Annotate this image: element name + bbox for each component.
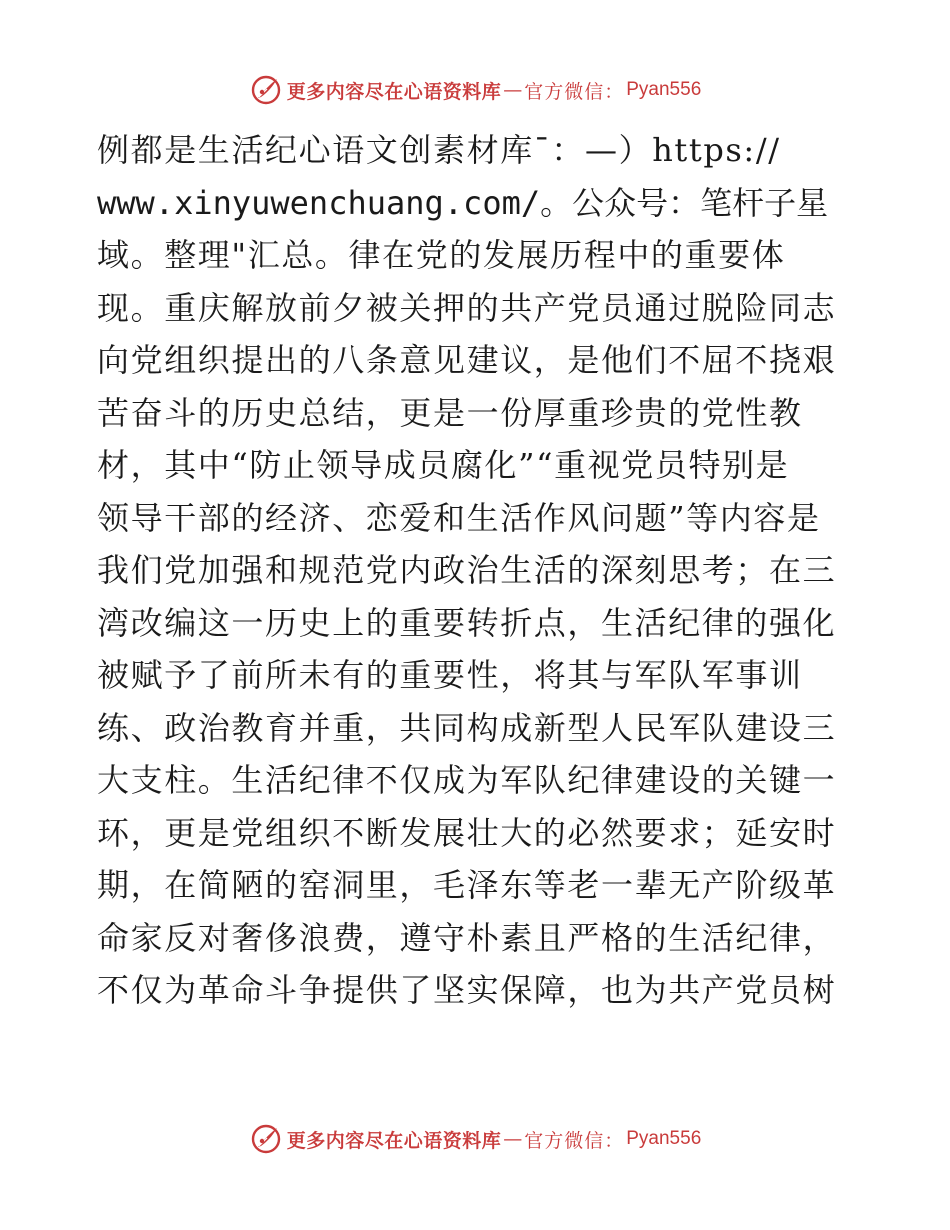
text-line: 湾改编这一历史上的重要转折点，生活纪律的强化 — [97, 603, 837, 642]
text-line: www.xinyuwenchuang.com/。公众号：笔杆子星 — [97, 183, 829, 222]
feather-pen-icon — [249, 1122, 283, 1156]
text-line: 领导干部的经济、恋爱和生活作风问题”等内容是 — [97, 498, 821, 537]
banner-title: 更多内容尽在心语资料库 — [286, 80, 502, 103]
banner-separator: — — [503, 79, 523, 101]
banner-separator: — — [503, 1128, 523, 1150]
text-line: 向党组织提出的八条意见建议，是他们不屈不挠艰 — [97, 341, 837, 379]
feather-pen-icon — [249, 73, 283, 107]
text-line: 环，更是党组织不断发展壮大的必然要求；延安时 — [97, 813, 837, 852]
text-line: 材，其中“防止领导成员腐化”“重视党员特别是 — [97, 446, 790, 484]
text-line: 苦奋斗的历史总结，更是一份厚重珍贵的党性教 — [97, 393, 803, 432]
banner-wechat-id: Pyan556 — [626, 1128, 702, 1149]
text-line: 现。重庆解放前夕被关押的共产党员通过脱险同志 — [97, 288, 837, 327]
text-line: 域。整理"汇总。律在党的发展历程中的重要体 — [97, 236, 786, 274]
banner-title: 更多内容尽在心语资料库 — [286, 1129, 502, 1152]
footer-banner — [0, 1119, 950, 1159]
text-line: 被赋予了前所未有的重要性，将其与军队军事训 — [97, 656, 803, 694]
text-line: 不仅为革命斗争提供了坚实保障，也为共产党员树 — [97, 971, 837, 1009]
banner-wechat-label: 官方微信： — [524, 1129, 625, 1152]
text-line: 期，在简陋的窑洞里，毛泽东等老一辈无产阶级革 — [97, 866, 837, 904]
text-line: 大支柱。生活纪律不仅成为军队纪律建设的关键一 — [97, 761, 837, 799]
text-line: 命家反对奢侈浪费，遵守朴素且严格的生活纪律， — [97, 918, 837, 957]
text-line: 例都是生活纪心语文创素材库¯：—）https:// — [97, 131, 781, 169]
banner-wechat-id: Pyan556 — [626, 79, 702, 100]
text-line: 我们党加强和规范党内政治生活的深刻思考；在三 — [97, 551, 837, 589]
body-text — [97, 124, 857, 1017]
banner-wechat-label: 官方微信： — [524, 80, 625, 103]
text-line: 练、政治教育并重，共同构成新型人民军队建设三 — [97, 708, 837, 747]
header-banner — [0, 70, 950, 110]
